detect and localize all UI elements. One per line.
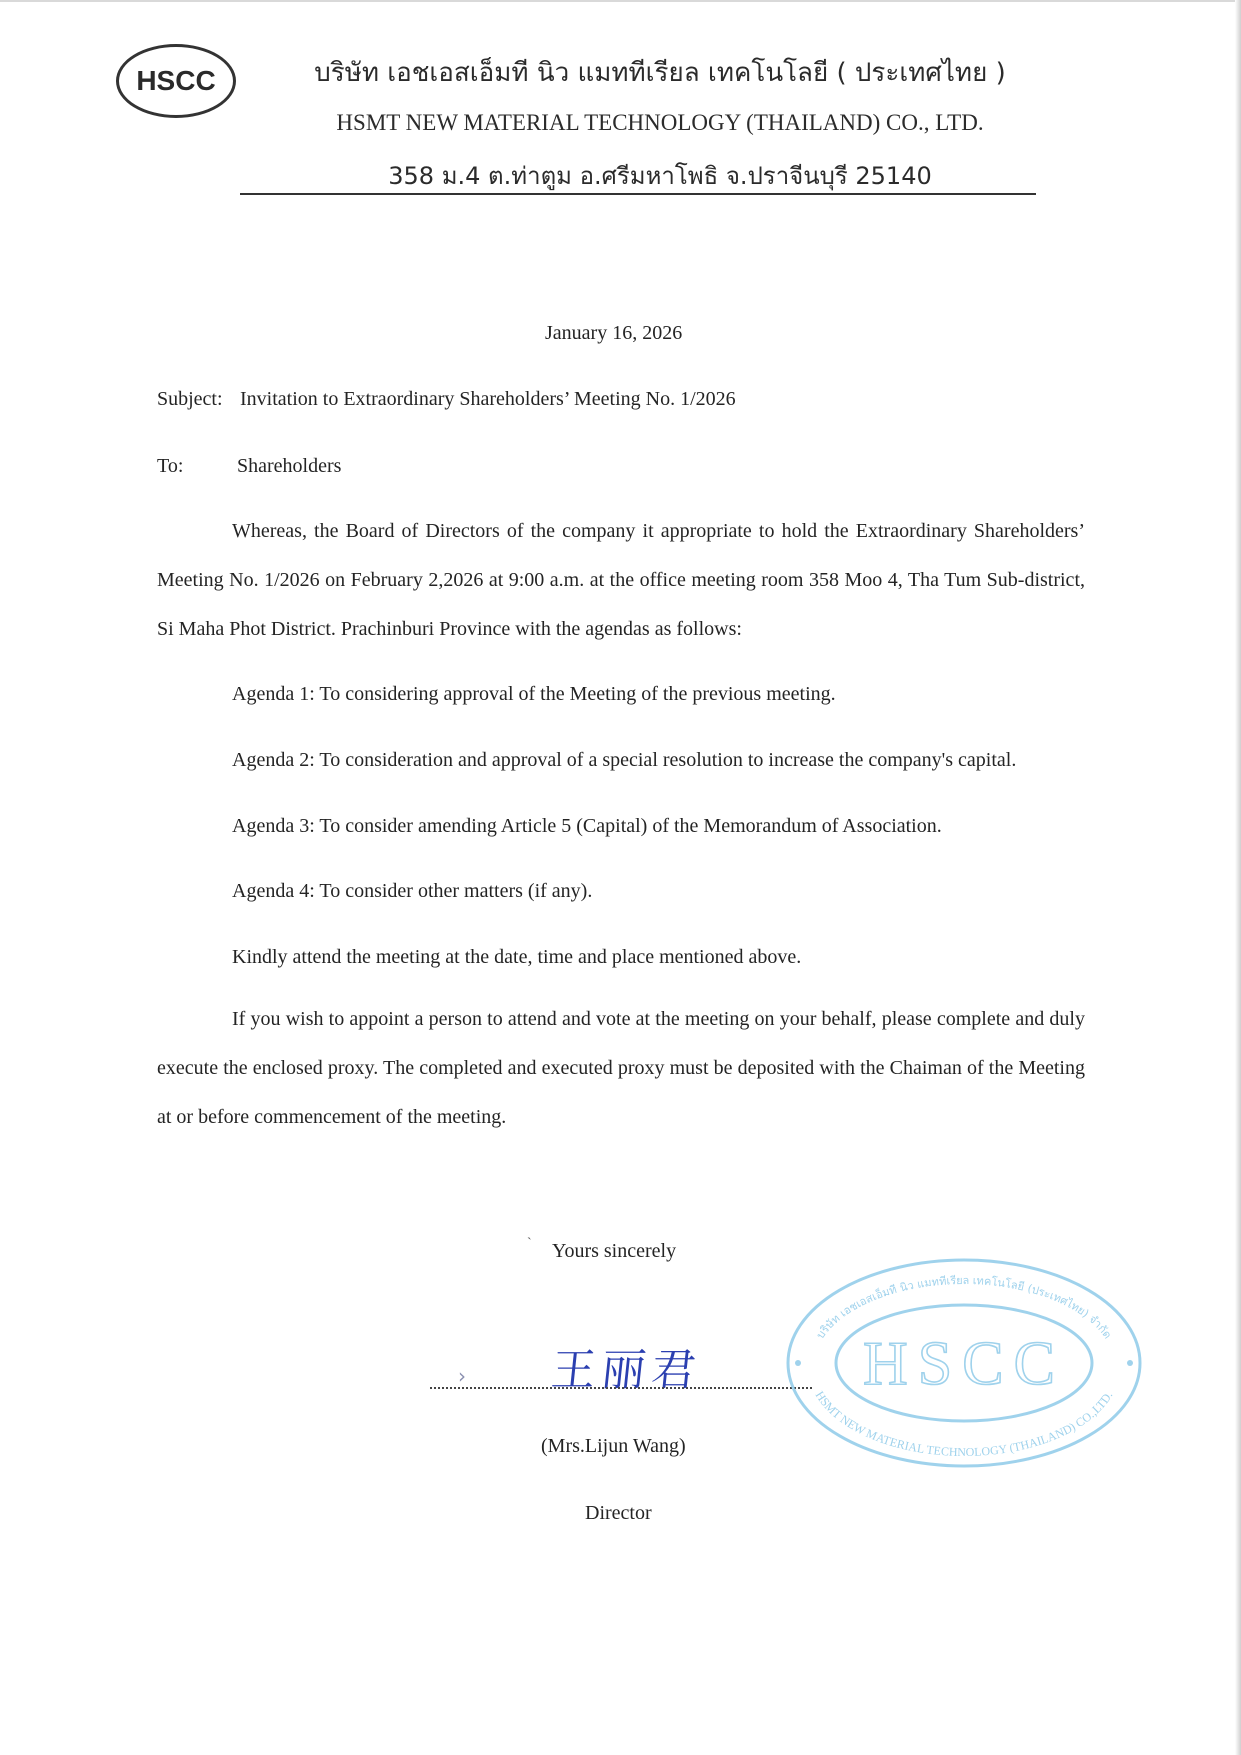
subject-label: Subject:	[157, 388, 223, 410]
closing-salutation: Yours sincerely	[552, 1240, 677, 1262]
subject-text: Invitation to Extraordinary Shareholders’ Meeting No. 1/2026	[240, 388, 736, 410]
agenda-item: Agenda 2: To consideration and approval of a special resolution to increase the company's capital.	[232, 749, 1017, 771]
scan-edge-right	[1235, 0, 1241, 1755]
stamp-bottom-arc-text: HSMT NEW MATERIAL TECHNOLOGY (THAILAND) CO.,LTD.	[812, 1388, 1116, 1460]
signer-name: (Mrs.Lijun Wang)	[541, 1435, 686, 1457]
intro-paragraph: Whereas, the Board of Directors of the company it appropriate to hold the Extraordinary Shareholders’ Meeting No. 1/2026 on February 2,2026 at 9:00 a.m. at the office meeting room 358 Moo 4, Tha Tum Sub-district, Si Maha Phot District. Prachinburi Province with the agendas as follows:	[157, 520, 1085, 640]
logo-text: HSCC	[136, 65, 216, 96]
letter-date: January 16, 2026	[545, 322, 683, 344]
company-name-english: HSMT NEW MATERIAL TECHNOLOGY (THAILAND) CO., LTD.	[336, 110, 984, 135]
stamp-top-arc-text: บริษัท เอชเอสเอ็มที นิว แมททีเรียล เทคโนโลยี (ประเทศไทย) จำกัด	[813, 1273, 1115, 1342]
signature-line	[430, 1387, 812, 1389]
agenda-item: Agenda 4: To consider other matters (if any).	[232, 880, 593, 902]
company-address: 358 ม.4 ต.ท่าตูม อ.ศรีมหาโพธิ จ.ปราจีนบุรี 25140	[388, 162, 932, 190]
recipient-text: Shareholders	[237, 455, 342, 477]
stamp-center-text: HSCC	[863, 1330, 1065, 1398]
attendance-request: Kindly attend the meeting at the date, time and place mentioned above.	[232, 946, 802, 968]
company-name-thai: บริษัท เอชเอสเอ็มที นิว แมททีเรียล เทคโนโลยี ( ประเทศไทย )	[314, 58, 1006, 88]
signature-stroke: ›	[458, 1364, 466, 1388]
stamp-star-left	[795, 1360, 801, 1366]
scan-edge-top	[0, 0, 1241, 2]
scan-speck: `	[527, 1236, 532, 1251]
agenda-item: Agenda 1: To considering approval of the Meeting of the previous meeting.	[232, 683, 836, 705]
company-seal-stamp	[784, 1256, 1144, 1470]
header-divider	[240, 193, 1036, 195]
stamp-star-right	[1127, 1360, 1133, 1366]
recipient-label: To:	[157, 455, 184, 477]
agenda-item: Agenda 3: To consider amending Article 5 (Capital) of the Memorandum of Association.	[232, 815, 942, 837]
proxy-paragraph: If you wish to appoint a person to attend and vote at the meeting on your behalf, please complete and duly execute the enclosed proxy. The completed and executed proxy must be deposited with the Chaiman of the Meeting at or before commencement of the meeting.	[157, 1008, 1085, 1128]
handwritten-signature: 王丽君	[548, 1345, 705, 1396]
signer-title: Director	[585, 1502, 652, 1524]
company-logo	[116, 44, 236, 118]
